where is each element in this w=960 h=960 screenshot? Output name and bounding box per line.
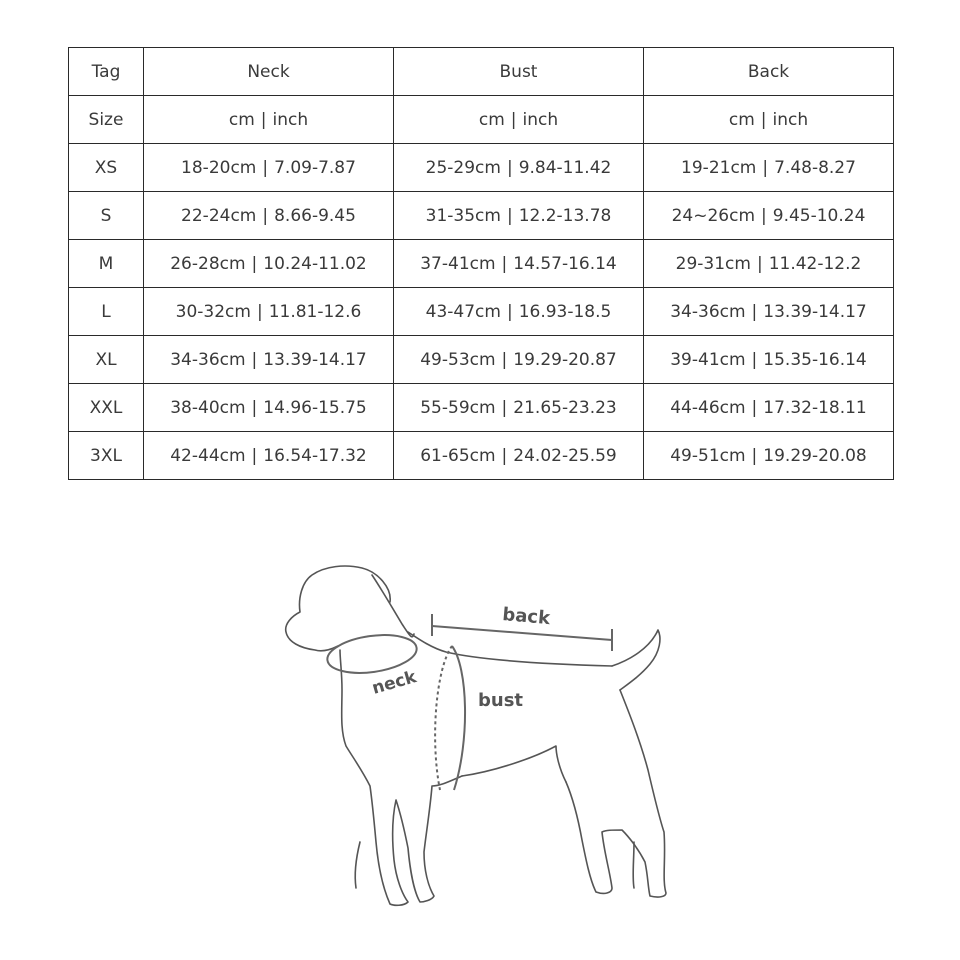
- measurement-cell: [644, 336, 894, 384]
- inch-value: 21.65-23.23: [513, 397, 617, 418]
- inch-value: 17.32-18.11: [763, 397, 867, 418]
- measurement-cell: [644, 384, 894, 432]
- unit-separator: |: [501, 397, 508, 418]
- inch-value: 19.29-20.08: [763, 445, 867, 466]
- unit-inch: inch: [772, 109, 809, 130]
- bust-guide-back: [435, 646, 452, 790]
- measurement-cell: [144, 432, 394, 480]
- measurement-cell: [644, 432, 894, 480]
- units-label: Size: [69, 96, 144, 144]
- cm-value: 55-59cm: [420, 397, 496, 418]
- table-row: [69, 432, 894, 480]
- inch-value: 12.2-13.78: [518, 205, 612, 226]
- measurement-cell: [644, 240, 894, 288]
- size-tag: XL: [69, 336, 144, 384]
- header-row: [69, 48, 894, 96]
- unit-separator: |: [251, 253, 258, 274]
- inch-value: 11.42-12.2: [768, 253, 862, 274]
- unit-separator: |: [501, 349, 508, 370]
- inch-value: 9.45-10.24: [772, 205, 866, 226]
- cm-value: 44-46cm: [670, 397, 746, 418]
- cm-value: 49-53cm: [420, 349, 496, 370]
- measurement-cell: [394, 192, 644, 240]
- inch-value: 16.93-18.5: [518, 301, 612, 322]
- inch-value: 7.48-8.27: [774, 157, 856, 178]
- cm-value: 49-51cm: [670, 445, 746, 466]
- inch-value: 14.96-15.75: [263, 397, 367, 418]
- inch-value: 9.84-11.42: [518, 157, 612, 178]
- size-tag: 3XL: [69, 432, 144, 480]
- table-row: [69, 384, 894, 432]
- inch-value: 11.81-12.6: [268, 301, 362, 322]
- cm-value: 30-32cm: [175, 301, 251, 322]
- cm-value: 19-21cm: [681, 157, 757, 178]
- cm-value: 25-29cm: [425, 157, 501, 178]
- size-tag: XS: [69, 144, 144, 192]
- measurement-cell: [144, 384, 394, 432]
- unit-separator: |: [262, 205, 269, 226]
- cm-value: 34-36cm: [670, 301, 746, 322]
- neck-label: neck: [369, 667, 419, 699]
- measurement-cell: [644, 192, 894, 240]
- cm-value: 37-41cm: [420, 253, 496, 274]
- measurement-cell: [144, 288, 394, 336]
- dog-outline: [286, 566, 666, 905]
- bust-guide-front: [452, 646, 465, 790]
- unit-inch: inch: [272, 109, 309, 130]
- cm-value: 26-28cm: [170, 253, 246, 274]
- inch-value: 15.35-16.14: [763, 349, 867, 370]
- units-neck: [144, 96, 394, 144]
- inch-value: 16.54-17.32: [263, 445, 367, 466]
- unit-separator: |: [506, 157, 513, 178]
- unit-cm: cm: [728, 109, 755, 130]
- measurement-cell: [394, 240, 644, 288]
- cm-value: 31-35cm: [425, 205, 501, 226]
- bust-label: bust: [478, 690, 524, 711]
- unit-separator: |: [506, 205, 513, 226]
- header-back: Back: [644, 48, 894, 96]
- back-guide: [432, 626, 612, 640]
- table-row: [69, 144, 894, 192]
- measurement-cell: [394, 144, 644, 192]
- measurement-cell: [644, 288, 894, 336]
- unit-separator: |: [506, 301, 513, 322]
- cm-value: 61-65cm: [420, 445, 496, 466]
- units-row: [69, 96, 894, 144]
- measurement-cell: [144, 192, 394, 240]
- size-tag: L: [69, 288, 144, 336]
- cm-value: 43-47cm: [425, 301, 501, 322]
- unit-separator: |: [510, 109, 517, 130]
- size-chart-table: [68, 47, 894, 480]
- unit-separator: |: [751, 301, 758, 322]
- inch-value: 19.29-20.87: [513, 349, 617, 370]
- header-tag: Tag: [69, 48, 144, 96]
- unit-separator: |: [760, 109, 767, 130]
- measurement-cell: [144, 240, 394, 288]
- unit-separator: |: [260, 109, 267, 130]
- unit-separator: |: [251, 397, 258, 418]
- cm-value: 29-31cm: [675, 253, 751, 274]
- unit-separator: |: [501, 445, 508, 466]
- measurement-cell: [394, 384, 644, 432]
- unit-separator: |: [762, 157, 769, 178]
- measurement-cell: [394, 336, 644, 384]
- cm-value: 38-40cm: [170, 397, 246, 418]
- table-row: [69, 240, 894, 288]
- size-tag: XXL: [69, 384, 144, 432]
- units-back: [644, 96, 894, 144]
- table-row: [69, 336, 894, 384]
- measurement-cell: [144, 144, 394, 192]
- inch-value: 8.66-9.45: [274, 205, 356, 226]
- unit-separator: |: [751, 397, 758, 418]
- measurement-cell: [394, 288, 644, 336]
- unit-separator: |: [751, 445, 758, 466]
- unit-inch: inch: [522, 109, 559, 130]
- inch-value: 10.24-11.02: [263, 253, 367, 274]
- unit-separator: |: [251, 349, 258, 370]
- size-tag: S: [69, 192, 144, 240]
- measurement-guides: [325, 614, 612, 790]
- cm-value: 42-44cm: [170, 445, 246, 466]
- unit-separator: |: [751, 349, 758, 370]
- measurement-cell: [144, 336, 394, 384]
- header-neck: Neck: [144, 48, 394, 96]
- inch-value: 13.39-14.17: [763, 301, 867, 322]
- table-row: [69, 192, 894, 240]
- cm-value: 39-41cm: [670, 349, 746, 370]
- header-bust: Bust: [394, 48, 644, 96]
- unit-separator: |: [256, 301, 263, 322]
- inch-value: 14.57-16.14: [513, 253, 617, 274]
- table-row: [69, 288, 894, 336]
- unit-separator: |: [761, 205, 767, 226]
- cm-value: 34-36cm: [170, 349, 246, 370]
- inch-value: 7.09-7.87: [274, 157, 356, 178]
- unit-cm: cm: [228, 109, 255, 130]
- unit-separator: |: [501, 253, 508, 274]
- inch-value: 13.39-14.17: [263, 349, 367, 370]
- back-label: back: [501, 604, 551, 630]
- cm-value: 22-24cm: [181, 205, 257, 226]
- unit-separator: |: [756, 253, 763, 274]
- units-bust: [394, 96, 644, 144]
- inch-value: 24.02-25.59: [513, 445, 617, 466]
- dog-measurement-diagram: [0, 540, 960, 960]
- cm-value: 24~26cm: [671, 205, 756, 226]
- size-tag: M: [69, 240, 144, 288]
- unit-separator: |: [262, 157, 269, 178]
- unit-cm: cm: [478, 109, 505, 130]
- unit-separator: |: [251, 445, 258, 466]
- measurement-cell: [394, 432, 644, 480]
- measurement-cell: [644, 144, 894, 192]
- cm-value: 18-20cm: [181, 157, 257, 178]
